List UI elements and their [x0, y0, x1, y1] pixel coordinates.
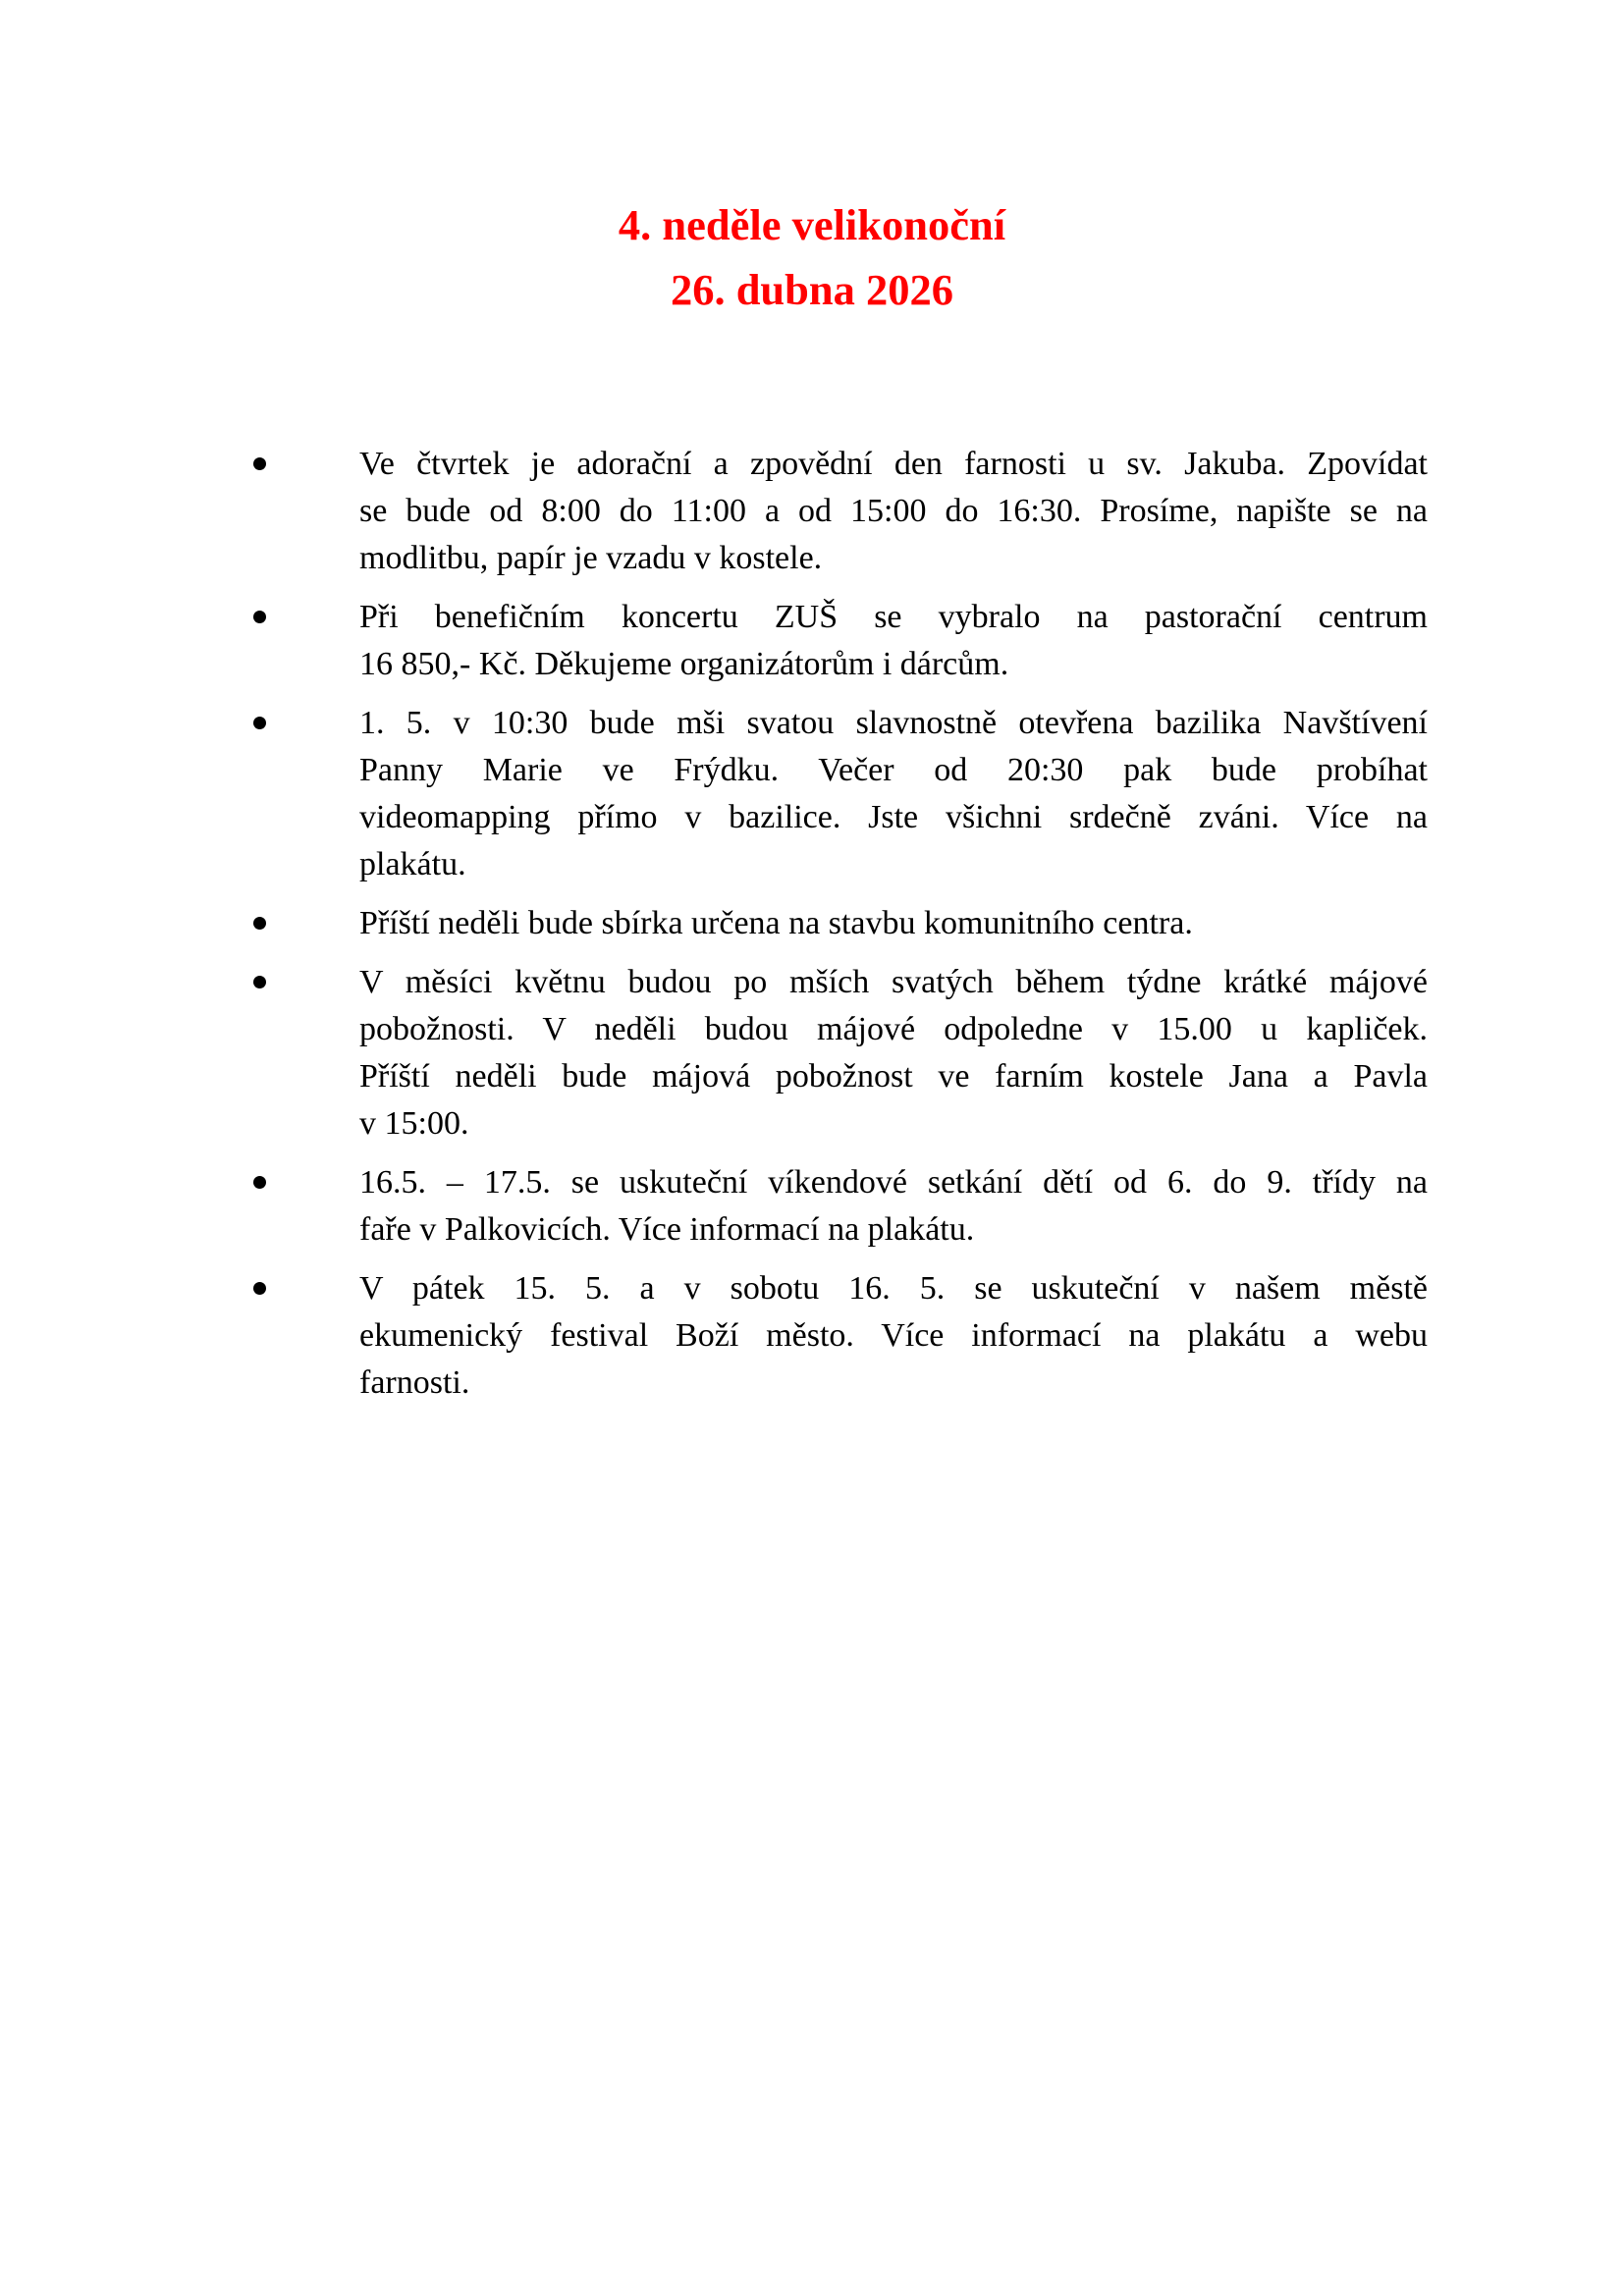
text-line: v 15:00. — [359, 1105, 469, 1142]
announcement-item — [0, 594, 1624, 688]
text-line: 16.5. – 17.5. se uskuteční víkendové setkání dětí od 6. do 9. třídy na — [359, 1164, 1428, 1201]
text-line: videomapping přímo v bazilice. Jste všichni srdečně zváni. Více na — [359, 799, 1428, 835]
text-line: plakátu. — [359, 846, 466, 882]
announcement-text — [359, 700, 1428, 888]
text-line: 16 850,- Kč. Děkujeme organizátorům i dárcům. — [359, 646, 1009, 682]
bullet-icon — [253, 611, 266, 623]
text-line: 1. 5. v 10:30 bude mši svatou slavnostně otevřena bazilika Navštívení — [359, 705, 1428, 741]
text-line: Příští neděli bude sbírka určena na stavbu komunitního centra. — [359, 905, 1193, 941]
announcement-text — [359, 1265, 1428, 1407]
bullet-icon — [253, 457, 266, 470]
announcement-text — [359, 959, 1428, 1148]
page-title — [0, 192, 1624, 322]
announcement-item — [0, 1159, 1624, 1254]
bullet-icon — [253, 1176, 266, 1189]
announcement-text — [359, 594, 1428, 688]
announcement-text — [359, 1159, 1428, 1254]
text-line: Příští neděli bude májová pobožnost ve farním kostele Jana a Pavla — [359, 1058, 1428, 1095]
text-line: Panny Marie ve Frýdku. Večer od 20:30 pak bude probíhat — [359, 752, 1428, 788]
text-line: pobožnosti. V neděli budou májové odpoledne v 15.00 u kapliček. — [359, 1011, 1428, 1047]
text-line: se bude od 8:00 do 11:00 a od 15:00 do 16:30. Prosíme, napište se na — [359, 493, 1428, 529]
title-date: 26. dubna 2026 — [670, 265, 954, 314]
text-line: V pátek 15. 5. a v sobotu 16. 5. se uskuteční v našem městě — [359, 1270, 1428, 1307]
announcement-text — [359, 900, 1428, 947]
announcement-item — [0, 959, 1624, 1148]
bullet-icon — [253, 717, 266, 729]
announcement-item — [0, 1265, 1624, 1407]
title-occasion: 4. neděle velikonoční — [618, 200, 1006, 249]
text-line: faře v Palkovicích. Více informací na plakátu. — [359, 1211, 975, 1248]
text-line: Ve čtvrtek je adorační a zpovědní den farnosti u sv. Jakuba. Zpovídat — [359, 446, 1428, 482]
text-line: ekumenický festival Boží město. Více informací na plakátu a webu — [359, 1317, 1428, 1354]
announcement-text — [359, 441, 1428, 582]
text-line: farnosti. — [359, 1364, 470, 1401]
text-line: Při benefičním koncertu ZUŠ se vybralo na pastorační centrum — [359, 599, 1428, 635]
announcement-item — [0, 900, 1624, 947]
bullet-icon — [253, 917, 266, 930]
bullet-icon — [253, 976, 266, 988]
announcement-item — [0, 441, 1624, 582]
text-line: modlitbu, papír je vzadu v kostele. — [359, 540, 823, 576]
text-line: V měsíci květnu budou po mších svatých během týdne krátké májové — [359, 964, 1428, 1000]
announcement-item — [0, 700, 1624, 888]
announcement-list — [0, 441, 1624, 1418]
bullet-icon — [253, 1282, 266, 1295]
